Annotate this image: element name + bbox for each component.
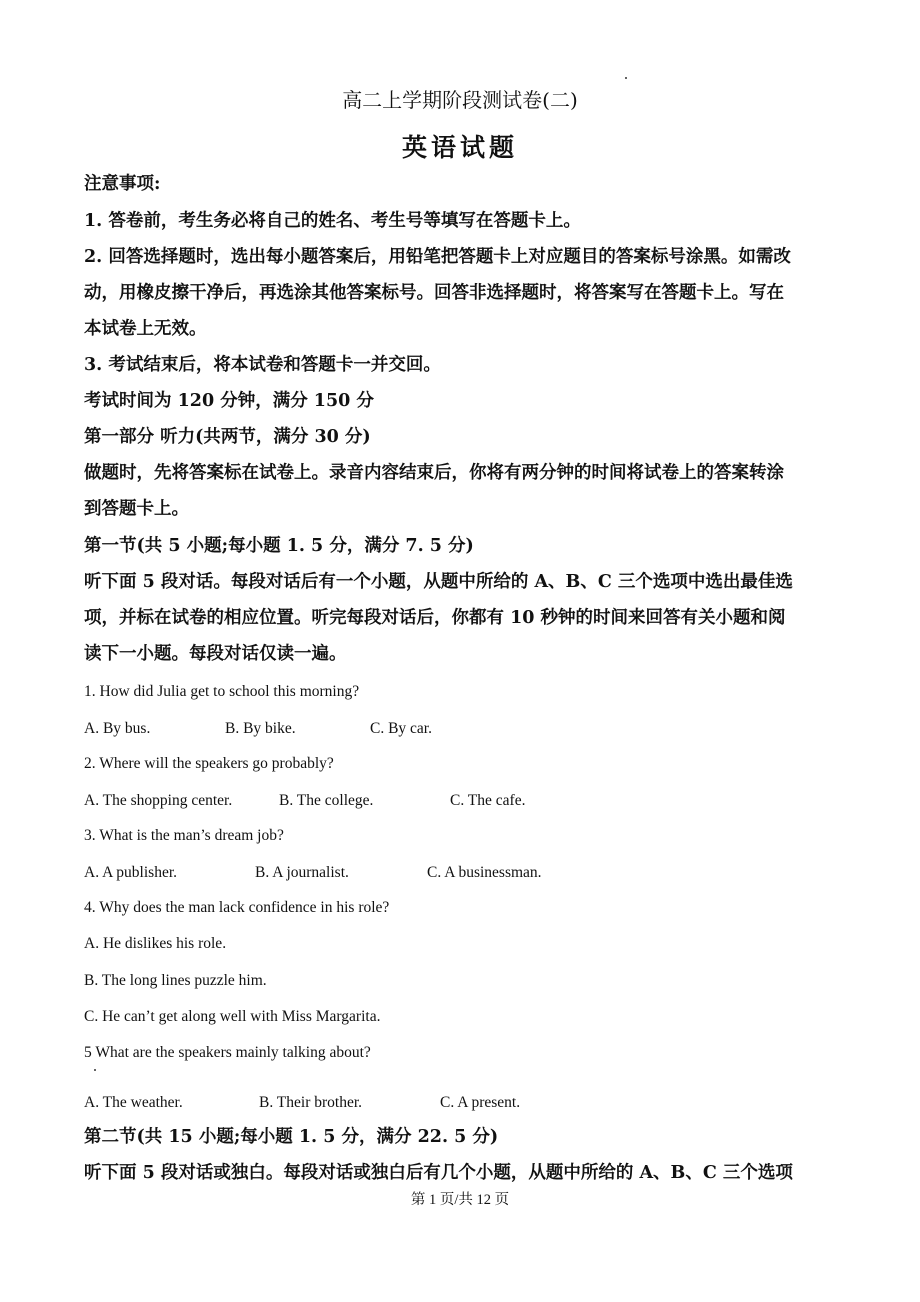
- section1-instruction-line-3: 读下一小题。每段对话仅读一遍。: [84, 644, 347, 664]
- question-2-option-c: C. The cafe.: [450, 792, 526, 809]
- question-5-stem: 5 What are the speakers mainly talking about?: [84, 1044, 371, 1061]
- question-3-stem: 3. What is the man’s dream job?: [84, 827, 284, 844]
- question-1-option-a: A. By bus.: [84, 720, 151, 737]
- section1-heading: 第一节(共 5 小题;每小题 1. 5 分，满分 7. 5 分): [84, 536, 474, 556]
- notes-heading: 注意事项:: [84, 174, 161, 194]
- notes-item-2-line-3: 本试卷上无效。: [84, 319, 207, 339]
- question-3-option-c: C. A businessman.: [427, 864, 542, 881]
- question-1-option-b: B. By bike.: [225, 720, 296, 737]
- subject-title: 英语试题: [401, 133, 518, 162]
- section2-instruction-line-1: 听下面 5 段对话或独白。每段对话或独白后有几个小题，从题中所给的 A、B、C 三个选项: [84, 1163, 793, 1183]
- section1-instruction-line-1: 听下面 5 段对话。每段对话后有一个小题，从题中所给的 A、B、C 三个选项中选出最佳选: [84, 572, 793, 592]
- section1-instruction-line-2: 项，并标在试卷的相应位置。听完每段对话后，你都有 10 秒钟的时间来回答有关小题和阅: [84, 608, 786, 628]
- notes-item-3: 3. 考试结束后，将本试卷和答题卡一并交回。: [84, 355, 441, 375]
- part1-heading: 第一部分 听力(共两节，满分 30 分): [84, 427, 371, 447]
- question-2-stem: 2. Where will the speakers go probably?: [84, 755, 334, 772]
- exam-title: 高二上学期阶段测试卷(二): [342, 88, 578, 112]
- time-score: 考试时间为 120 分钟，满分 150 分: [84, 391, 374, 411]
- question-4-option-a: A. He dislikes his role.: [84, 935, 227, 952]
- page-footer: 第 1 页/共 12 页: [410, 1192, 510, 1208]
- question-1-stem: 1. How did Julia get to school this morning?: [84, 683, 360, 700]
- question-5-option-b: B. Their brother.: [259, 1094, 363, 1111]
- question-5-option-c: C. A present.: [440, 1094, 521, 1111]
- part1-instruction-line-2: 到答题卡上。: [84, 499, 189, 519]
- notes-item-1: 1. 答卷前，考生务必将自己的姓名、考生号等填写在答题卡上。: [84, 211, 581, 231]
- question-4-stem: 4. Why does the man lack confidence in his role?: [84, 899, 390, 916]
- scan-speck: [94, 1069, 96, 1071]
- scan-speck: [625, 77, 627, 79]
- question-3-option-a: A. A publisher.: [84, 864, 178, 881]
- notes-item-2-line-1: 2. 回答选择题时，选出每小题答案后，用铅笔把答题卡上对应题目的答案标号涂黑。如需改: [84, 247, 791, 267]
- part1-instruction-line-1: 做题时，先将答案标在试卷上。录音内容结束后，你将有两分钟的时间将试卷上的答案转涂: [84, 463, 784, 483]
- question-2-option-a: A. The shopping center.: [84, 792, 233, 809]
- question-5-option-a: A. The weather.: [84, 1094, 183, 1111]
- section2-heading: 第二节(共 15 小题;每小题 1. 5 分，满分 22. 5 分): [84, 1127, 499, 1147]
- question-2-option-b: B. The college.: [279, 792, 374, 809]
- question-4-option-b: B. The long lines puzzle him.: [84, 972, 267, 989]
- question-1-option-c: C. By car.: [370, 720, 432, 737]
- question-3-option-b: B. A journalist.: [255, 864, 349, 881]
- notes-item-2-line-2: 动，用橡皮擦干净后，再选涂其他答案标号。回答非选择题时，将答案写在答题卡上。写在: [84, 283, 784, 303]
- question-4-option-c: C. He can’t get along well with Miss Margarita.: [84, 1008, 381, 1025]
